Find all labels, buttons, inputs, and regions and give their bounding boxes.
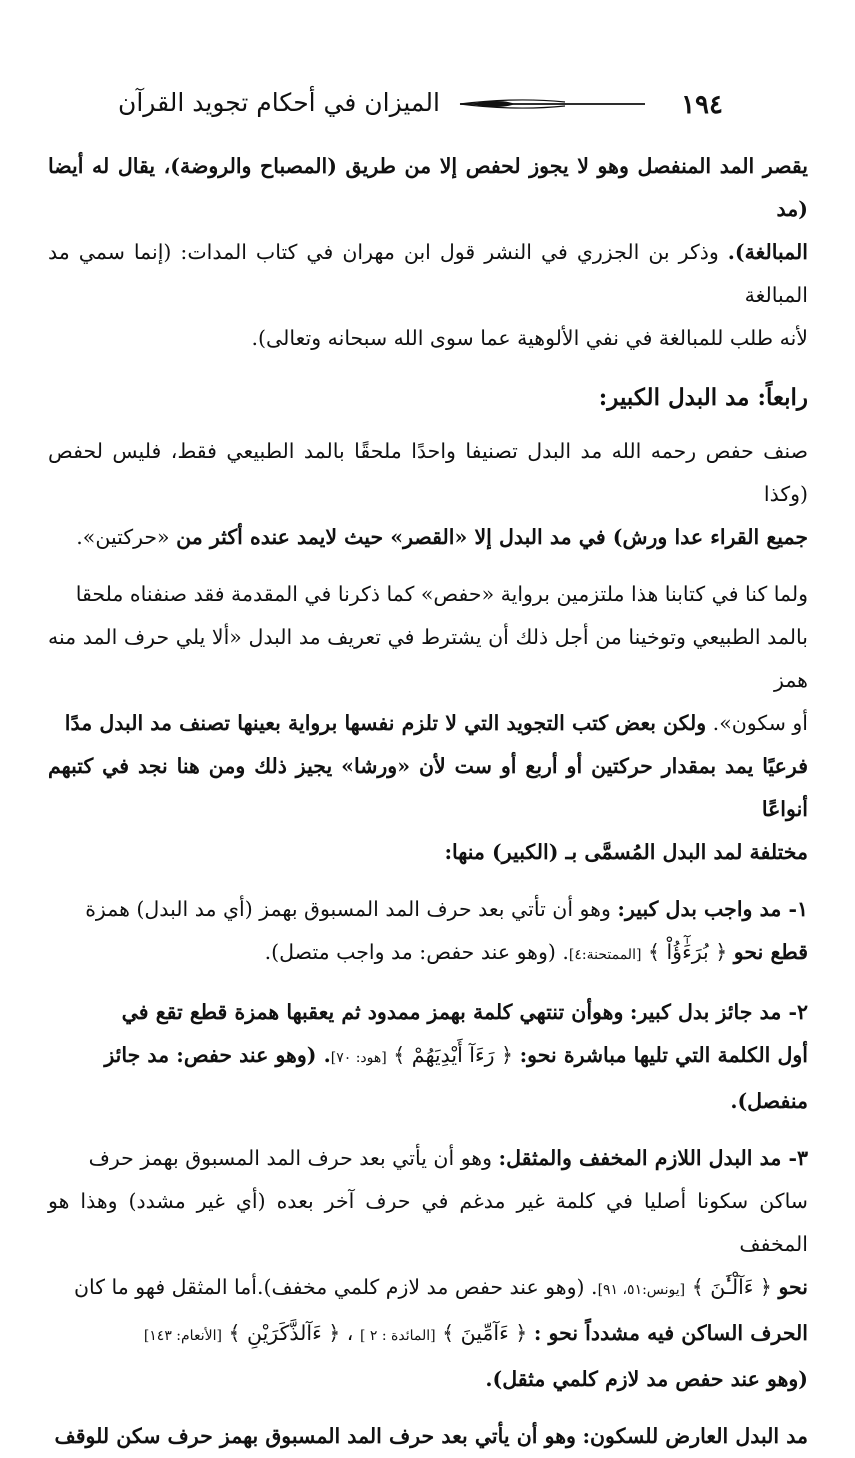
section-heading: رابعاً: مد البدل الكبير: [598, 384, 808, 411]
paragraph-classification [48, 573, 808, 874]
verse-reference: [يونس:٥١، ٩١] [597, 1282, 686, 1298]
text-line: مختلفة لمد البدل المُسمَّى بـ (الكبير) منها: [444, 840, 808, 864]
text-line: أو سكون». [712, 711, 808, 735]
text-line: وهو أن يأتي بعد حرف المد المسبوق بهمز حرف سكن للوقف [54, 1424, 576, 1448]
text-line: ولكن بعض كتب التجويد التي لا تلزم نفسها برواية بعينها تصنف مد البدل مدًا [64, 711, 707, 735]
list-item-3 [48, 1137, 808, 1401]
item-label: مد البدل العارض للسكون: [582, 1424, 808, 1448]
text-line: . (وهو عند حفص: مد جائز [104, 1043, 331, 1067]
text-line: وذكر بن الجزري في النشر قول ابن مهران في كتاب المدات: (إنما سمي مد المبالغة [48, 240, 808, 307]
text-line: أول الكلمة التي تليها مباشرة نحو: [519, 1043, 808, 1067]
verse-reference: [هود: ٧٠] [330, 1050, 387, 1066]
list-item-1 [48, 888, 808, 977]
quran-verse: ﴿ ءَآلذَّكَرَيْنِ ﴾ [228, 1321, 341, 1345]
text-line: فرعيًا يمد بمقدار حركتين أو أربع أو ست لأن «ورشا» يجيز ذلك ومن هنا نجد في كتبهم أنواعًا [48, 754, 808, 821]
item-label: ٣- مد البدل اللازم المخفف والمثقل: [498, 1146, 808, 1170]
separator: ، [346, 1321, 354, 1345]
text-line: . (وهو عند حفص: مد واجب متصل). [264, 940, 569, 964]
item-label: ١- مد واجب بدل كبير: [617, 897, 808, 921]
verse-reference: [الأنعام: ١٤٣] [143, 1328, 222, 1344]
quran-verse: ﴿ ءَآمِّينَ ﴾ [442, 1321, 528, 1345]
text-line: منفصل). [730, 1089, 808, 1113]
text-line: صنف حفص رحمه الله مد البدل تصنيفا واحدًا ملحقًا بالمد الطبيعي فقط، فليس لحفص (وكذا [48, 439, 808, 506]
text-line: قطع نحو [733, 940, 808, 964]
text-line: (وهو عند حفص مد لازم كلمي مثقل). [485, 1367, 808, 1391]
text-line: ساكن سكونا أصليا في كلمة غير مدغم في حرف آخر بعده (أي غير مشدد) وهذا هو المخفف [48, 1189, 808, 1256]
header-ornament-arrow-icon [455, 94, 655, 114]
text-line: الحرف الساكن فيه مشدداً نحو : [533, 1321, 808, 1345]
text-line: لأنه طلب للمبالغة في نفي الألوهية عما سوى الله سبحانه وتعالى). [251, 326, 808, 350]
quran-verse: ﴿ بُرَءَٰٓؤُاْ ﴾ [647, 940, 728, 964]
book-title: الميزان في أحكام تجويد القرآن [118, 88, 440, 117]
list-item-4 [48, 1415, 808, 1458]
text-line: وهو أن تأتي بعد حرف المد المسبوق بهمز (أي مد البدل) همزة [85, 897, 611, 921]
running-header [0, 80, 855, 130]
page-body [48, 145, 808, 1458]
text-line: يقصر المد المنفصل وهو لا يجوز لحفص إلا من طريق (المصباح والروضة)، يقال له أيضا (مد [48, 154, 808, 221]
verse-reference: [الممتحنة:٤] [568, 947, 642, 963]
text-line: . (وهو عند حفص مد لازم كلمي مخفف).أما المثقل فهو ما كان [73, 1275, 598, 1299]
quran-verse: ﴿ رَءَآ أَيْدِيَهُمْ ﴾ [393, 1043, 514, 1067]
item-label: ٢- مد جائز بدل كبير: [629, 1000, 808, 1024]
text-line: جميع القراء عدا ورش) في مد البدل إلا «القصر» حيث لايمد عنده أكثر من [176, 525, 808, 549]
text-line: نحو [778, 1275, 808, 1299]
quran-verse: ﴿ ءَآلْـَٰٔنَ ﴾ [691, 1275, 772, 1299]
text-line: المبالغة). [727, 240, 808, 264]
paragraph-hafs [48, 430, 808, 559]
text-line: وهوأن تنتهي كلمة بهمز ممدود ثم يعقبها همزة قطع تقع في [121, 1000, 624, 1024]
page-number: ١٩٤ [681, 90, 723, 120]
paragraph-mubalagha [48, 145, 808, 360]
verse-reference: [المائدة : ٢ ] [359, 1328, 436, 1344]
text-line: وهو أن يأتي بعد حرف المد المسبوق بهمز حرف [88, 1146, 492, 1170]
text-line: ولما كنا في كتابنا هذا ملتزمين برواية «حفص» كما ذكرنا في المقدمة فقد صنفناه ملحقا [75, 582, 808, 606]
text-line: «حركتين». [76, 525, 170, 549]
list-item-2 [48, 991, 808, 1123]
text-line: بالمد الطبيعي وتوخينا من أجل ذلك أن يشترط في تعريف مد البدل «ألا يلي حرف المد منه همز [48, 625, 808, 692]
